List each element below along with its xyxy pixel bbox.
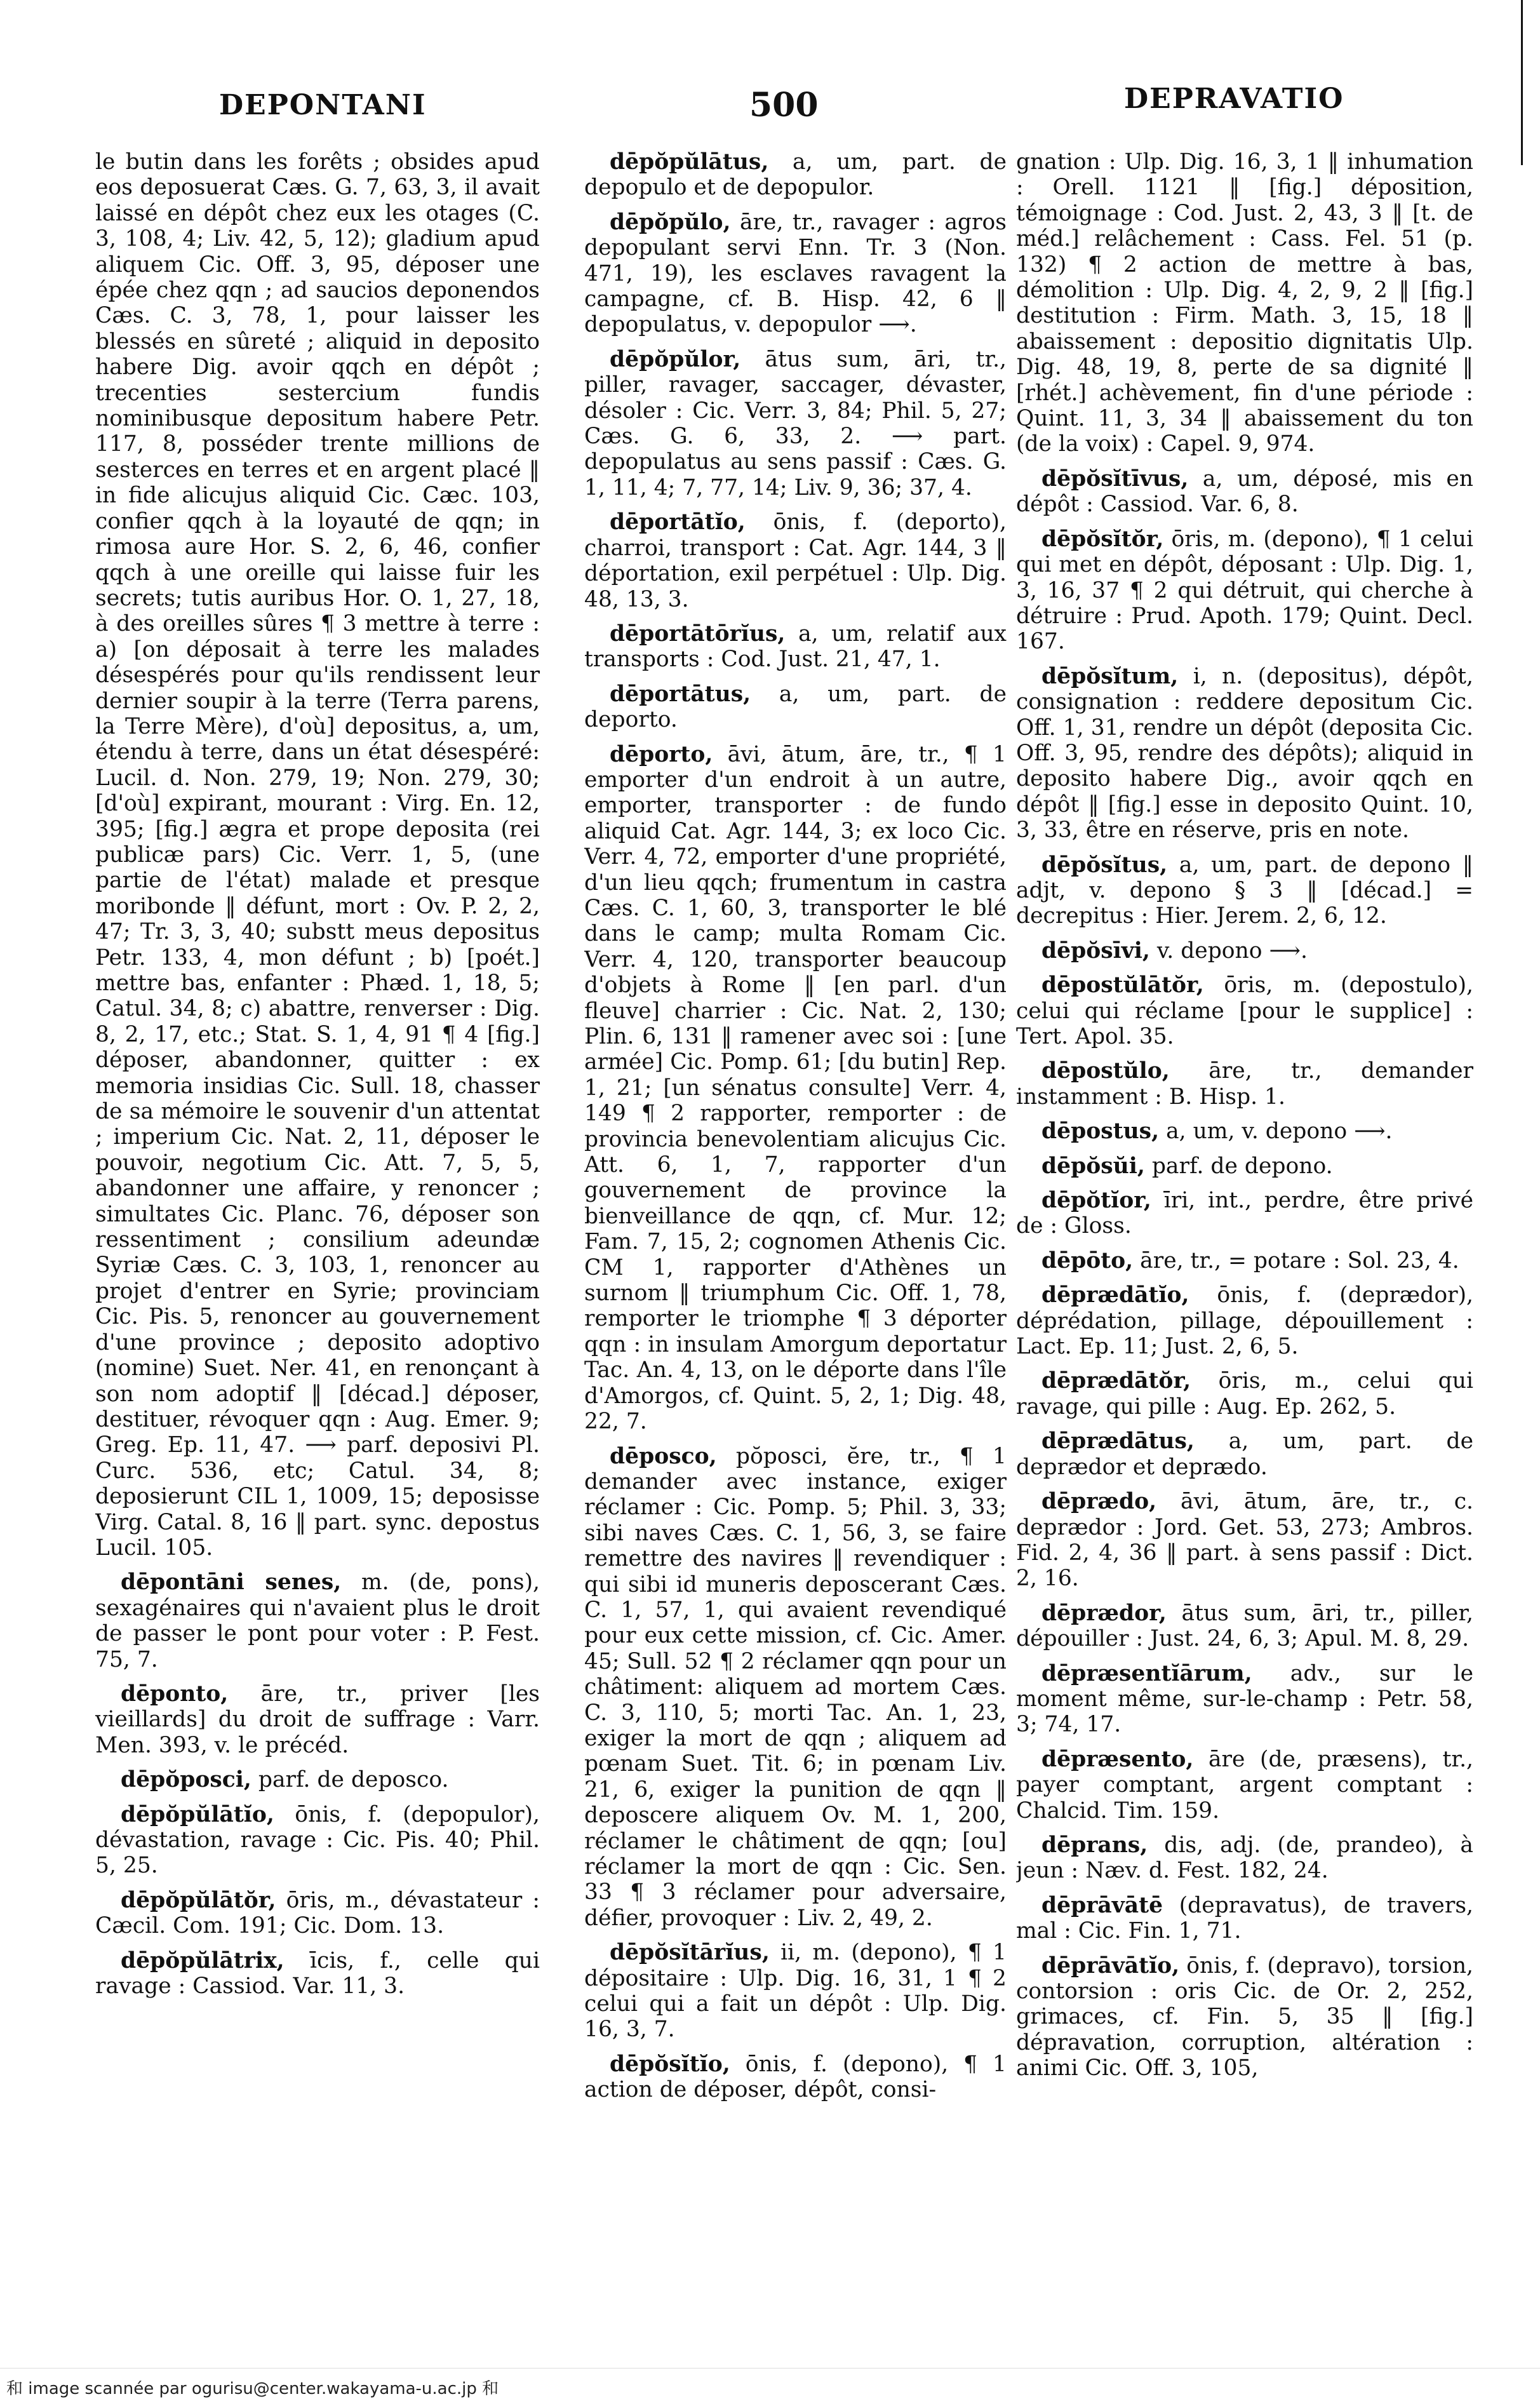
entry-headword: dēpŏsĭtus, [1041,852,1168,878]
page-number: 500 [749,86,819,124]
scan-credit-footer: 和 image scannée par ogurisu@center.wakayama-u.ac.jp 和 [6,2379,499,2398]
dictionary-entry [95,1767,540,1792]
entry-definition: m. (de, pons), sexagénaires qui n'avaient plus le droit de passer le pont pour voter : P. Fest. 75, 7. [95,1569,540,1672]
entry-definition: ōnis, f. (depopulor), dévastation, ravage : Cic. Pis. 40; Phil. 5, 25. [95,1801,540,1879]
entry-definition: ōris, m. (depono), ¶ 1 celui qui met en dépôt, déposant : Ulp. Dig. 1, 3, 16, 37 ¶ 2 qui détruit, qui cherche à détruire : Prud. Apoth. 179; Quint. Decl. 167. [1016,526,1473,655]
dictionary-entry [584,347,1007,501]
entry-definition: ōris, m., celui qui ravage, qui pille : Aug. Ep. 262, 5. [1016,1368,1473,1420]
dictionary-entry [1016,1661,1473,1738]
column-2 [584,149,1007,2302]
dictionary-entry [584,509,1007,612]
entry-definition: ātus sum, āri, tr., piller, dépouiller : Just. 24, 6, 3; Apul. M. 8, 29. [1016,1600,1473,1652]
dictionary-entry [584,2052,1007,2103]
entry-headword: dēprædātus, [1041,1428,1195,1455]
entry-definition: a, um, v. depono ⟶. [1166,1119,1393,1145]
entry-headword: dēprædo, [1041,1489,1157,1515]
dictionary-entry [584,1940,1007,2043]
entry-headword: dēpōto, [1041,1247,1134,1274]
entry-definition: ōris, m. (depostulo), celui qui réclame [pour le supplice] : Tert. Apol. 35. [1016,972,1473,1049]
entry-headword: dēpŏsīvi, [1041,938,1150,964]
entry-definition: parf. de depono. [1151,1153,1333,1179]
entry-headword: dēpræsentĭārum, [1041,1660,1252,1686]
dictionary-entry [1016,1058,1473,1110]
entry-headword: dēpŏsĭtĭo, [610,2051,730,2077]
entry-headword: dēprædātŏr, [1041,1368,1191,1394]
entry-headword: dēpŏpŭlo, [610,209,731,235]
page-edge-line [1521,0,1523,165]
entry-headword: dēponto, [121,1681,229,1707]
entry-definition: adv., sur le moment même, sur-le-champ : Petr. 58, 3; 74, 17. [1016,1660,1473,1738]
entry-definition: āvi, ātum, āre, tr., ¶ 1 emporter d'un endroit à un autre, emporter, transporter : de fundo aliquid Cat. Agr. 144, 3; ex loco Cic. Verr. 4, 72, emporter d'une propriété, d'un lieu qqch; frumentum in castra Cæs. C. 1, 60, 3, transporter le blé dans le camp; multa Romam Cic. Verr. 4, 120, transporter beaucoup d'objets à Rome ‖ [en parl. d'un fleuve] charrier : Cic. Nat. 2, 130; Plin. 6, 131 ‖ ramener avec soi : [une armée] Cic. Pomp. 61; [du butin] Rep. 1, 21; [un sénatus consulte] Verr. 4, 149 ¶ 2 rapporter, remporter : de provincia benevolentiam alicujus Cic. Att. 6, 1, 7, rapporter d'un gouvernement de province la bienveillance de qqn, cf. Mur. 12; Fam. 7, 15, 2; cognomen Athenis Cic. CM 1, rapporter d'Athènes un surnom ‖ triumphum Cic. Off. 1, 78, remporter le triomphe ¶ 3 déporter qqn : in insulam Amorgum deportatur Tac. An. 4, 13, on le déporte dans l'île d'Amorgos, cf. Quint. 5, 2, 1; Dig. 48, 22, 7. [584,741,1007,1435]
entry-headword: dēprædātĭo, [1041,1282,1189,1308]
dictionary-entry [1016,1832,1473,1884]
entry-definition: a, um, part. de depono ‖ adjt, v. depono § 3 ‖ [décad.] = decrepitus : Hier. Jerem. 2, 6, 12. [1016,852,1473,929]
entry-definition: a, um, déposé, mis en dépôt : Cassiod. Var. 6, 8. [1016,466,1473,518]
entry-definition: āre, tr., ravager : agros depopulant servi Enn. Tr. 3 (Non. 471, 19), les esclaves ravagent la campagne, cf. B. Hisp. 42, 6 ‖ depopulatus, v. depopulor ⟶. [584,209,1007,338]
dictionary-entry [1016,852,1473,929]
entry-definition: ōnis, f. (deprædor), déprédation, pillage, dépouillement : Lact. Ep. 11; Just. 2, 6, 5. [1016,1282,1473,1360]
entry-headword: dēpŏpŭlātrix, [121,1947,285,1973]
entry-headword: dēpostŭlātŏr, [1041,972,1204,998]
column-1 [95,149,540,2302]
dictionary-entry [1016,1282,1473,1359]
entry-definition: āre, tr., demander instamment : B. Hisp. 1. [1016,1058,1473,1110]
entry-definition: le butin dans les forêts ; obsides apud eos deposuerat Cæs. G. 7, 63, 3, il avait laissé en dépôt chez eux les otages (C. 3, 108, 4; Liv. 42, 5, 12); gladium apud aliquem Cic. Off. 3, 95, déposer une épée chez qqn ; ad saucios deponendos Cæs. C. 3, 78, 1, pour laisser les blessés en sûreté ; aliquid in deposito habere Dig. avoir qqch en dépôt ; trecenties sestercium fundis nominibusque depositum habere Petr. 117, 8, posséder trente millions de sesterces en terres et en argent placé ‖ in fide alicujus aliquid Cic. Cæc. 103, confier qqch à la loyauté de qqn; in rimosa aure Hor. S. 2, 6, 46, confier qqch à une oreille qui laisse fuir les secrets; tutis auribus Hor. O. 1, 27, 18, à des oreilles sûres ¶ 3 mettre à terre : a) [on déposait à terre les malades désespérés pour qu'ils rendissent leur dernier soupir à la terre (Terra parens, la Terre Mère), d'où] depositus, a, um, étendu à terre, dans un état désespéré: Lucil. d. Non. 279, 19; Non. 279, 30; [d'où] expirant, mourant : Virg. En. 12, 395; [fig.] ægra et prope deposita (rei publicæ pars) Cic. Verr. 1, 5, (une partie de l'état) malade et presque moribonde ‖ défunt, mort : Ov. P. 2, 2, 47; Tr. 3, 3, 40; substt meus depositus Petr. 133, 4, mon défunt ; b) [poét.] mettre bas, enfanter : Phæd. 1, 18, 5; Catul. 34, 8; c) abattre, renverser : Dig. 8, 2, 17, etc.; Stat. S. 1, 4, 91 ¶ 4 [fig.] déposer, abandonner, quitter : ex memoria insidias Cic. Sull. 18, chasser de sa mémoire le souvenir d'un attentat ; imperium Cic. Nat. 2, 11, déposer le pouvoir, negotium Cic. Att. 7, 5, 5, abandonner une affaire, y renoncer ; simultates Cic. Planc. 76, déposer son ressentiment ; consilium adeundæ Syriæ Cæs. C. 3, 103, 1, renoncer au projet d'entrer en Syrie; provinciam Cic. Pis. 5, renoncer au gouvernement d'une province ; deposito adoptivo (nomine) Suet. Ner. 41, en renonçant à son nom adoptif ‖ [décad.] déposer, destituer, révoquer qqn : Aug. Emer. 9; Greg. Ep. 11, 47. ⟶ parf. deposivi Pl. Curc. 536, etc; Catul. 34, 8; deposierunt CIL 1, 1009, 15; deposisse Virg. Catal. 8, 16 ‖ part. sync. depostus Lucil. 105. [95,149,540,1561]
entry-definition: (depravatus), de travers, mal : Cic. Fin. 1, 71. [1016,1892,1473,1944]
dictionary-entry [95,1802,540,1879]
entry-definition: ōnis, f. (deporto), charroi, transport : Cat. Agr. 144, 3 ‖ déportation, exil perpétuel : Ulp. Dig. 48, 13, 3. [584,509,1007,612]
entry-headword: dēpŏsĭtīvus, [1041,466,1189,492]
dictionary-entry [1016,1893,1473,1944]
entry-headword: dēpræsento, [1041,1746,1194,1772]
dictionary-entry [1016,1119,1473,1144]
entry-headword: dēpŏsĭtum, [1041,663,1179,689]
entry-headword: dēposco, [610,1443,717,1469]
entry-definition: gnation : Ulp. Dig. 16, 3, 1 ‖ inhumation : Orell. 1121 ‖ [fig.] déposition, témoignage : Cod. Just. 2, 43, 3 ‖ [t. de méd.] relâchement : Cass. Fel. 51 (p. 132) ¶ 2 action de mettre à bas, démolition : Ulp. Dig. 4, 2, 9, 2 ‖ [fig.] destitution : Firm. Math. 3, 15, 18 ‖ abaissement : depositio dignitatis Ulp. Dig. 48, 19, 8, perte de sa dignité ‖ [rhét.] achèvement, fin d'une période : Quint. 11, 3, 34 ‖ abaissement du ton (de la voix) : Capel. 9, 974. [1016,149,1473,457]
header-left-guideword: DEPONTANI [219,89,427,121]
dictionary-entry [1016,1248,1473,1274]
entry-definition: āre (de, præsens), tr., payer comptant, argent comptant : Chalcid. Tim. 159. [1016,1746,1473,1824]
entry-definition: ōnis, f. (depono), ¶ 1 action de déposer, dépôt, consi- [584,2051,1007,2103]
entry-headword: dēpŏsŭi, [1041,1153,1145,1179]
dictionary-entry [584,742,1007,1435]
dictionary-entry [1016,1428,1473,1480]
dictionary-entry [1016,664,1473,843]
entry-headword: dēpŏsĭtŏr, [1041,526,1164,552]
entry-definition: āre, tr., = potare : Sol. 23, 4. [1140,1247,1459,1274]
dictionary-entry [95,1681,540,1758]
entry-definition: āvi, ātum, āre, tr., c. deprædor : Jord. Get. 53, 273; Ambros. Fid. 2, 4, 36 ‖ part. à sens passif : Dict. 2, 16. [1016,1489,1473,1592]
dictionary-columns [0,149,1540,2302]
dictionary-entry [1016,972,1473,1049]
entry-definition: a, um, part. de deporto. [584,681,1007,733]
entry-headword: dēpŏpŭlātŏr, [121,1887,276,1913]
entry-headword: dēpŏsĭtārĭus, [610,1940,770,1966]
entry-headword: dēpŏpŭlātus, [610,149,769,175]
dictionary-entry [1016,1489,1473,1592]
entry-definition: īri, int., perdre, être privé de : Gloss. [1016,1188,1473,1239]
entry-headword: dēporto, [610,741,713,767]
entry-headword: dēprāvātē [1041,1892,1163,1918]
entry-definition: ātus sum, āri, tr., piller, ravager, saccager, dévaster, désoler : Cic. Verr. 3, 84; Phil. 5, 27; Cæs. G. 6, 33, 2. ⟶ part. depopulatus au sens passif : Cæs. G. 1, 11, 4; 7, 77, 14; Liv. 9, 36; 37, 4. [584,346,1007,501]
entry-headword: dēprans, [1041,1832,1148,1858]
dictionary-entry [95,1948,540,1999]
dictionary-entry [1016,149,1473,457]
dictionary-entry [1016,1368,1473,1420]
dictionary-entry [584,149,1007,201]
entry-definition: ōris, m., dévastateur : Cæcil. Com. 191; Cic. Dom. 13. [95,1887,540,1939]
dictionary-entry [584,1444,1007,1932]
dictionary-entry [95,1569,540,1672]
dictionary-entry [95,1888,540,1939]
entry-headword: dēpŏposci, [121,1767,251,1793]
dictionary-entry [1016,1188,1473,1239]
dictionary-entry [1016,1601,1473,1652]
dictionary-entry [1016,466,1473,518]
entry-headword: dēpŏpŭlātĭo, [121,1801,274,1827]
entry-headword: dēpontāni senes, [121,1569,342,1596]
dictionary-entry [584,210,1007,338]
dictionary-entry [1016,938,1473,964]
entry-definition: ōnis, f. (depravo), torsion, contorsion : oris Cic. de Or. 2, 252, grimaces, cf. Fin. 5, 35 ‖ [fig.] dépravation, corruption, altération : animi Cic. Off. 3, 105, [1016,1952,1473,2081]
dictionary-entry [584,621,1007,673]
entry-headword: dēpŏtĭor, [1041,1188,1151,1214]
entry-definition: i, n. (depositus), dépôt, consignation : reddere depositum Cic. Off. 1, 31, rendre un dépôt (deposita Cic. Off. 3, 95, rendre des dépôts); aliquid in deposito habere Dig., avoir qqch en dépôt ‖ [fig.] esse in deposito Quint. 10, 3, 33, être en réserve, pris en note. [1016,663,1473,843]
entry-definition: a, um, part. de deprædor et deprædo. [1016,1428,1473,1480]
dictionary-entry [1016,1153,1473,1179]
entry-headword: dēpostus, [1041,1119,1160,1145]
entry-headword: dēprædor, [1041,1600,1167,1626]
entry-definition: īcis, f., celle qui ravage : Cassiod. Var. 11, 3. [95,1947,540,1999]
entry-definition: v. depono ⟶. [1156,938,1308,964]
page-header [0,83,1540,140]
dictionary-entry [1016,1747,1473,1824]
dictionary-entry [1016,1953,1473,2081]
entry-definition: parf. de deposco. [258,1767,449,1793]
column-3 [1016,149,1473,2302]
entry-definition: āre, tr., priver [les vieillards] du droit de suffrage : Varr. Men. 393, v. le précéd. [95,1681,540,1758]
dictionary-entry [584,682,1007,733]
entry-headword: dēportātĭo, [610,509,746,535]
entry-definition: pŏposci, ĕre, tr., ¶ 1 demander avec instance, exiger réclamer : Cic. Pomp. 5; Phil. 3, 33; sibi naves Cæs. C. 1, 56, 3, se faire remettre des navires ‖ revendiquer : qui sibi id muneris deposcerant Cæs. C. 1, 57, 1, qui avaient revendiqué pour eux cette mission, cf. Cic. Amer. 45; Sull. 52 ¶ 2 réclamer qqn pour un châtiment: aliquem ad mortem Cæs. C. 3, 110, 5; morti Tac. An. 1, 23, exiger la mort de qqn ; aliquem ad pœnam Suet. Tit. 6; in pœnam Liv. 21, 6, exiger la punition de qqn ‖ deposcere aliquem Ov. M. 1, 200, réclamer le châtiment de qqn; [ou] réclamer la mort de qqn : Cic. Sen. 33 ¶ 3 réclamer pour adversaire, défier, provoquer : Liv. 2, 49, 2. [584,1443,1007,1931]
dictionary-entry [95,149,540,1561]
entry-definition: a, um, part. de depopulo et de depopulor. [584,149,1007,201]
entry-headword: dēportātōrĭus, [610,621,786,647]
footer-rule [0,2368,1540,2369]
entry-definition: dis, adj. (de, prandeo), à jeun : Næv. d. Fest. 182, 24. [1016,1832,1473,1884]
header-right-guideword: DEPRAVATIO [1124,83,1344,115]
entry-headword: dēprāvātĭo, [1041,1952,1180,1979]
entry-headword: dēpŏpŭlor, [610,346,741,372]
entry-headword: dēpostŭlo, [1041,1058,1170,1084]
entry-definition: ii, m. (depono), ¶ 1 dépositaire : Ulp. Dig. 16, 31, 1 ¶ 2 celui qui a fait un dépôt : Ulp. Dig. 16, 3, 7. [584,1940,1007,2043]
dictionary-entry [1016,527,1473,655]
entry-headword: dēportātus, [610,681,751,707]
entry-definition: a, um, relatif aux transports : Cod. Just. 21, 47, 1. [584,621,1007,673]
